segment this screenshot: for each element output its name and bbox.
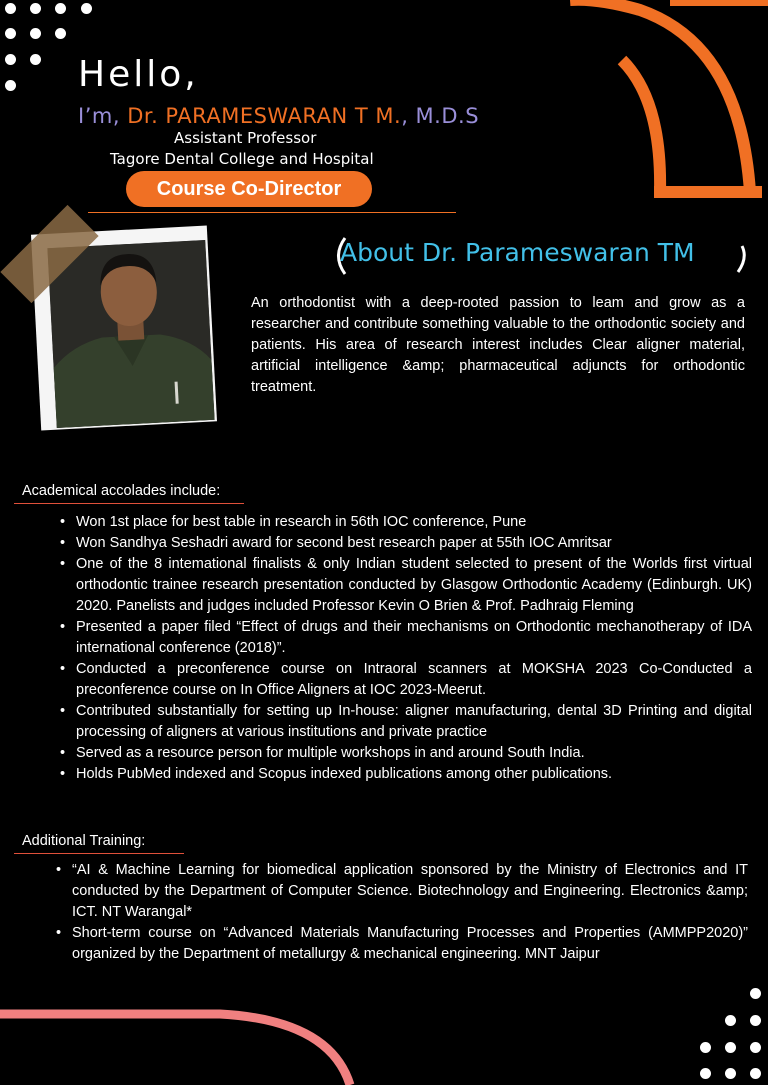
orange-arc-decoration: [540, 0, 768, 200]
degree: , M.D.S: [401, 104, 480, 128]
course-director-badge: Course Co-Director: [126, 171, 372, 207]
list-item: • Won Sandhya Seshadri award for second best research paper at 55th IOC Amritsar: [60, 533, 752, 554]
about-paragraph: An orthodontist with a deep-rooted passion to leam and grow as a researcher and contribute something valuable to the orthodontic society and patients. His area of research interest includes Clear aligner material, artificial intelligence &amp; pharmaceutical adjuncts for orthodontic treatment.: [251, 295, 745, 395]
college-name: Tagore Dental College and Hospital: [110, 150, 374, 168]
profile-photo: [47, 240, 214, 428]
doctor-name: Dr. PARAMESWARAN T M.: [127, 104, 402, 128]
training-divider: [14, 853, 184, 854]
name-line: [78, 104, 479, 128]
accolades-list: [60, 512, 752, 785]
list-item: • One of the 8 intemational finalists & only Indian student selected to present of the Worlds first virtual orthodontic trainee research presentation conducted by Glasgow Orthodontic Academy (Edinburgh. UK) 2020. Panelists and judges included Professor Kevin O Brien & Prof. Padhraig Fleming: [60, 554, 752, 617]
training-heading: Additional Training:: [22, 833, 146, 849]
header-divider: [88, 212, 456, 213]
list-item: • Won 1st place for best table in research in 56th IOC conference, Pune: [60, 512, 752, 533]
role-title: Assistant Professor: [174, 129, 317, 147]
right-bracket-icon: [734, 244, 752, 274]
orange-arc-decoration-bottom: [0, 1000, 360, 1085]
list-item: • “AI & Machine Learning for biomedical application sponsored by the Ministry of Electronics and IT conducted by the Department of Computer Science. Biotechnology and Engineering. Electronics &amp; ICT. NT Warangal*: [56, 860, 748, 923]
list-item: • Contributed substantially for setting up In-house: aligner manufacturing, dental 3D Printing and digital processing of aligners at various institutions and private practice: [60, 701, 752, 743]
person-portrait-icon: [47, 240, 214, 428]
accolades-divider: [14, 503, 244, 504]
dot-pattern-bottom-right: [690, 980, 768, 1085]
list-item: • Presented a paper filed “Effect of drugs and their mechanisms on Orthodontic mechanotherapy of IDA international conference (2018)”.: [60, 617, 752, 659]
list-item: • Short-term course on “Advanced Materials Manufacturing Processes and Properties (AMMPP2020)” organized by the Department of metallurgy & mechanical engineering. MNT Jaipur: [56, 923, 748, 965]
list-item: • Served as a resource person for multiple workshops in and around South India.: [60, 743, 752, 764]
list-item: • Conducted a preconference course on Intraoral scanners at MOKSHA 2023 Co-Conducted a preconference course on In Office Aligners at IOC 2023-Meerut.: [60, 659, 752, 701]
list-item: • Holds PubMed indexed and Scopus indexed publications among other publications.: [60, 764, 752, 785]
accolades-heading: Academical accolades include:: [22, 483, 221, 499]
greeting-heading: Hello,: [78, 54, 199, 95]
about-title: About Dr. Parameswaran TM: [340, 238, 695, 267]
training-list: [56, 860, 748, 965]
intro-prefix: I’m,: [78, 104, 128, 128]
